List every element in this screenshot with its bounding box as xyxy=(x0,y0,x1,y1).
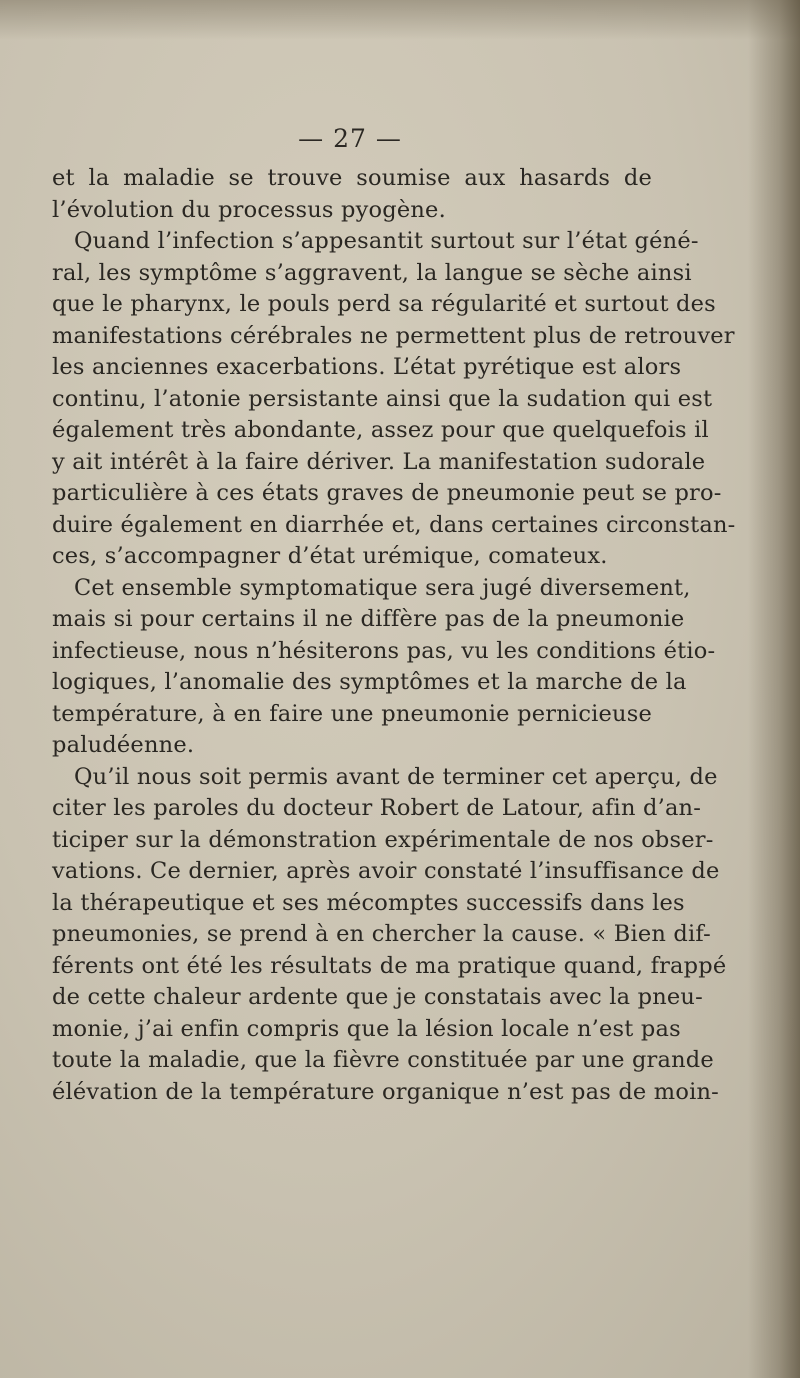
text-line: citer les paroles du docteur Robert de Latour, afin d’an- xyxy=(52,795,702,821)
text-line: la thérapeutique et ses mécomptes successifs dans les xyxy=(52,889,685,916)
text-line: ces, s’accompagner d’état urémique, comateux. xyxy=(52,543,608,569)
text-line: toute la maladie, que la fièvre constituée par une grande xyxy=(52,1047,714,1073)
text-line: ral, les symptôme s’aggravent, la langue se sèche ainsi xyxy=(52,259,692,286)
text-line: ticiper sur la démonstration expérimentale de nos obser- xyxy=(52,826,714,853)
text-line: Cet ensemble symptomatique sera jugé diversement, xyxy=(74,574,691,601)
text-line: pneumonies, se prend à en chercher la cause. « Bien dif- xyxy=(52,921,711,947)
text-line: paludéenne. xyxy=(52,732,195,758)
text-line: manifestations cérébrales ne permettent plus de retrouver xyxy=(52,322,735,349)
text-line: Qu’il nous soit permis avant de terminer cet aperçu, de xyxy=(74,763,718,790)
page-number: — 27 — xyxy=(298,124,402,153)
text-line: Quand l’infection s’appesantit surtout sur l’état géné- xyxy=(74,228,699,254)
text-line: élévation de la température organique n’est pas de moin- xyxy=(52,1078,719,1105)
text-line: et la maladie se trouve soumise aux hasards de xyxy=(52,165,652,191)
text-line: vations. Ce dernier, après avoir constaté l’insuffisance de xyxy=(52,858,720,884)
text-line: les anciennes exacerbations. L’état pyrétique est alors xyxy=(52,354,682,380)
page-edge-shadow xyxy=(748,0,800,1378)
text-line: duire également en diarrhée et, dans certaines circonstan- xyxy=(52,511,736,538)
page-top-shadow xyxy=(0,0,800,40)
text-line: mais si pour certains il ne diffère pas de la pneumonie xyxy=(52,606,685,632)
text-line: y ait intérêt à la faire dériver. La manifestation sudorale xyxy=(52,448,706,475)
text-line: monie, j’ai enfin compris que la lésion locale n’est pas xyxy=(52,1015,681,1042)
text-line: infectieuse, nous n’hésiterons pas, vu les conditions étio- xyxy=(52,637,716,664)
text-line: température, à en faire une pneumonie pernicieuse xyxy=(52,700,652,727)
text-line: également très abondante, assez pour que quelquefois il xyxy=(52,417,709,443)
body-text xyxy=(52,163,736,1108)
text-line: que le pharynx, le pouls perd sa régularité et surtout des xyxy=(52,291,716,317)
text-line: particulière à ces états graves de pneumonie peut se pro- xyxy=(52,480,722,506)
text-line: l’évolution du processus pyogène. xyxy=(52,196,446,223)
text-line: férents ont été les résultats de ma pratique quand, frappé xyxy=(52,952,727,979)
text-line: logiques, l’anomalie des symptômes et la marche de la xyxy=(52,669,687,695)
text-line: de cette chaleur ardente que je constatais avec la pneu- xyxy=(52,984,703,1010)
text-line: continu, l’atonie persistante ainsi que la sudation qui est xyxy=(52,385,713,412)
